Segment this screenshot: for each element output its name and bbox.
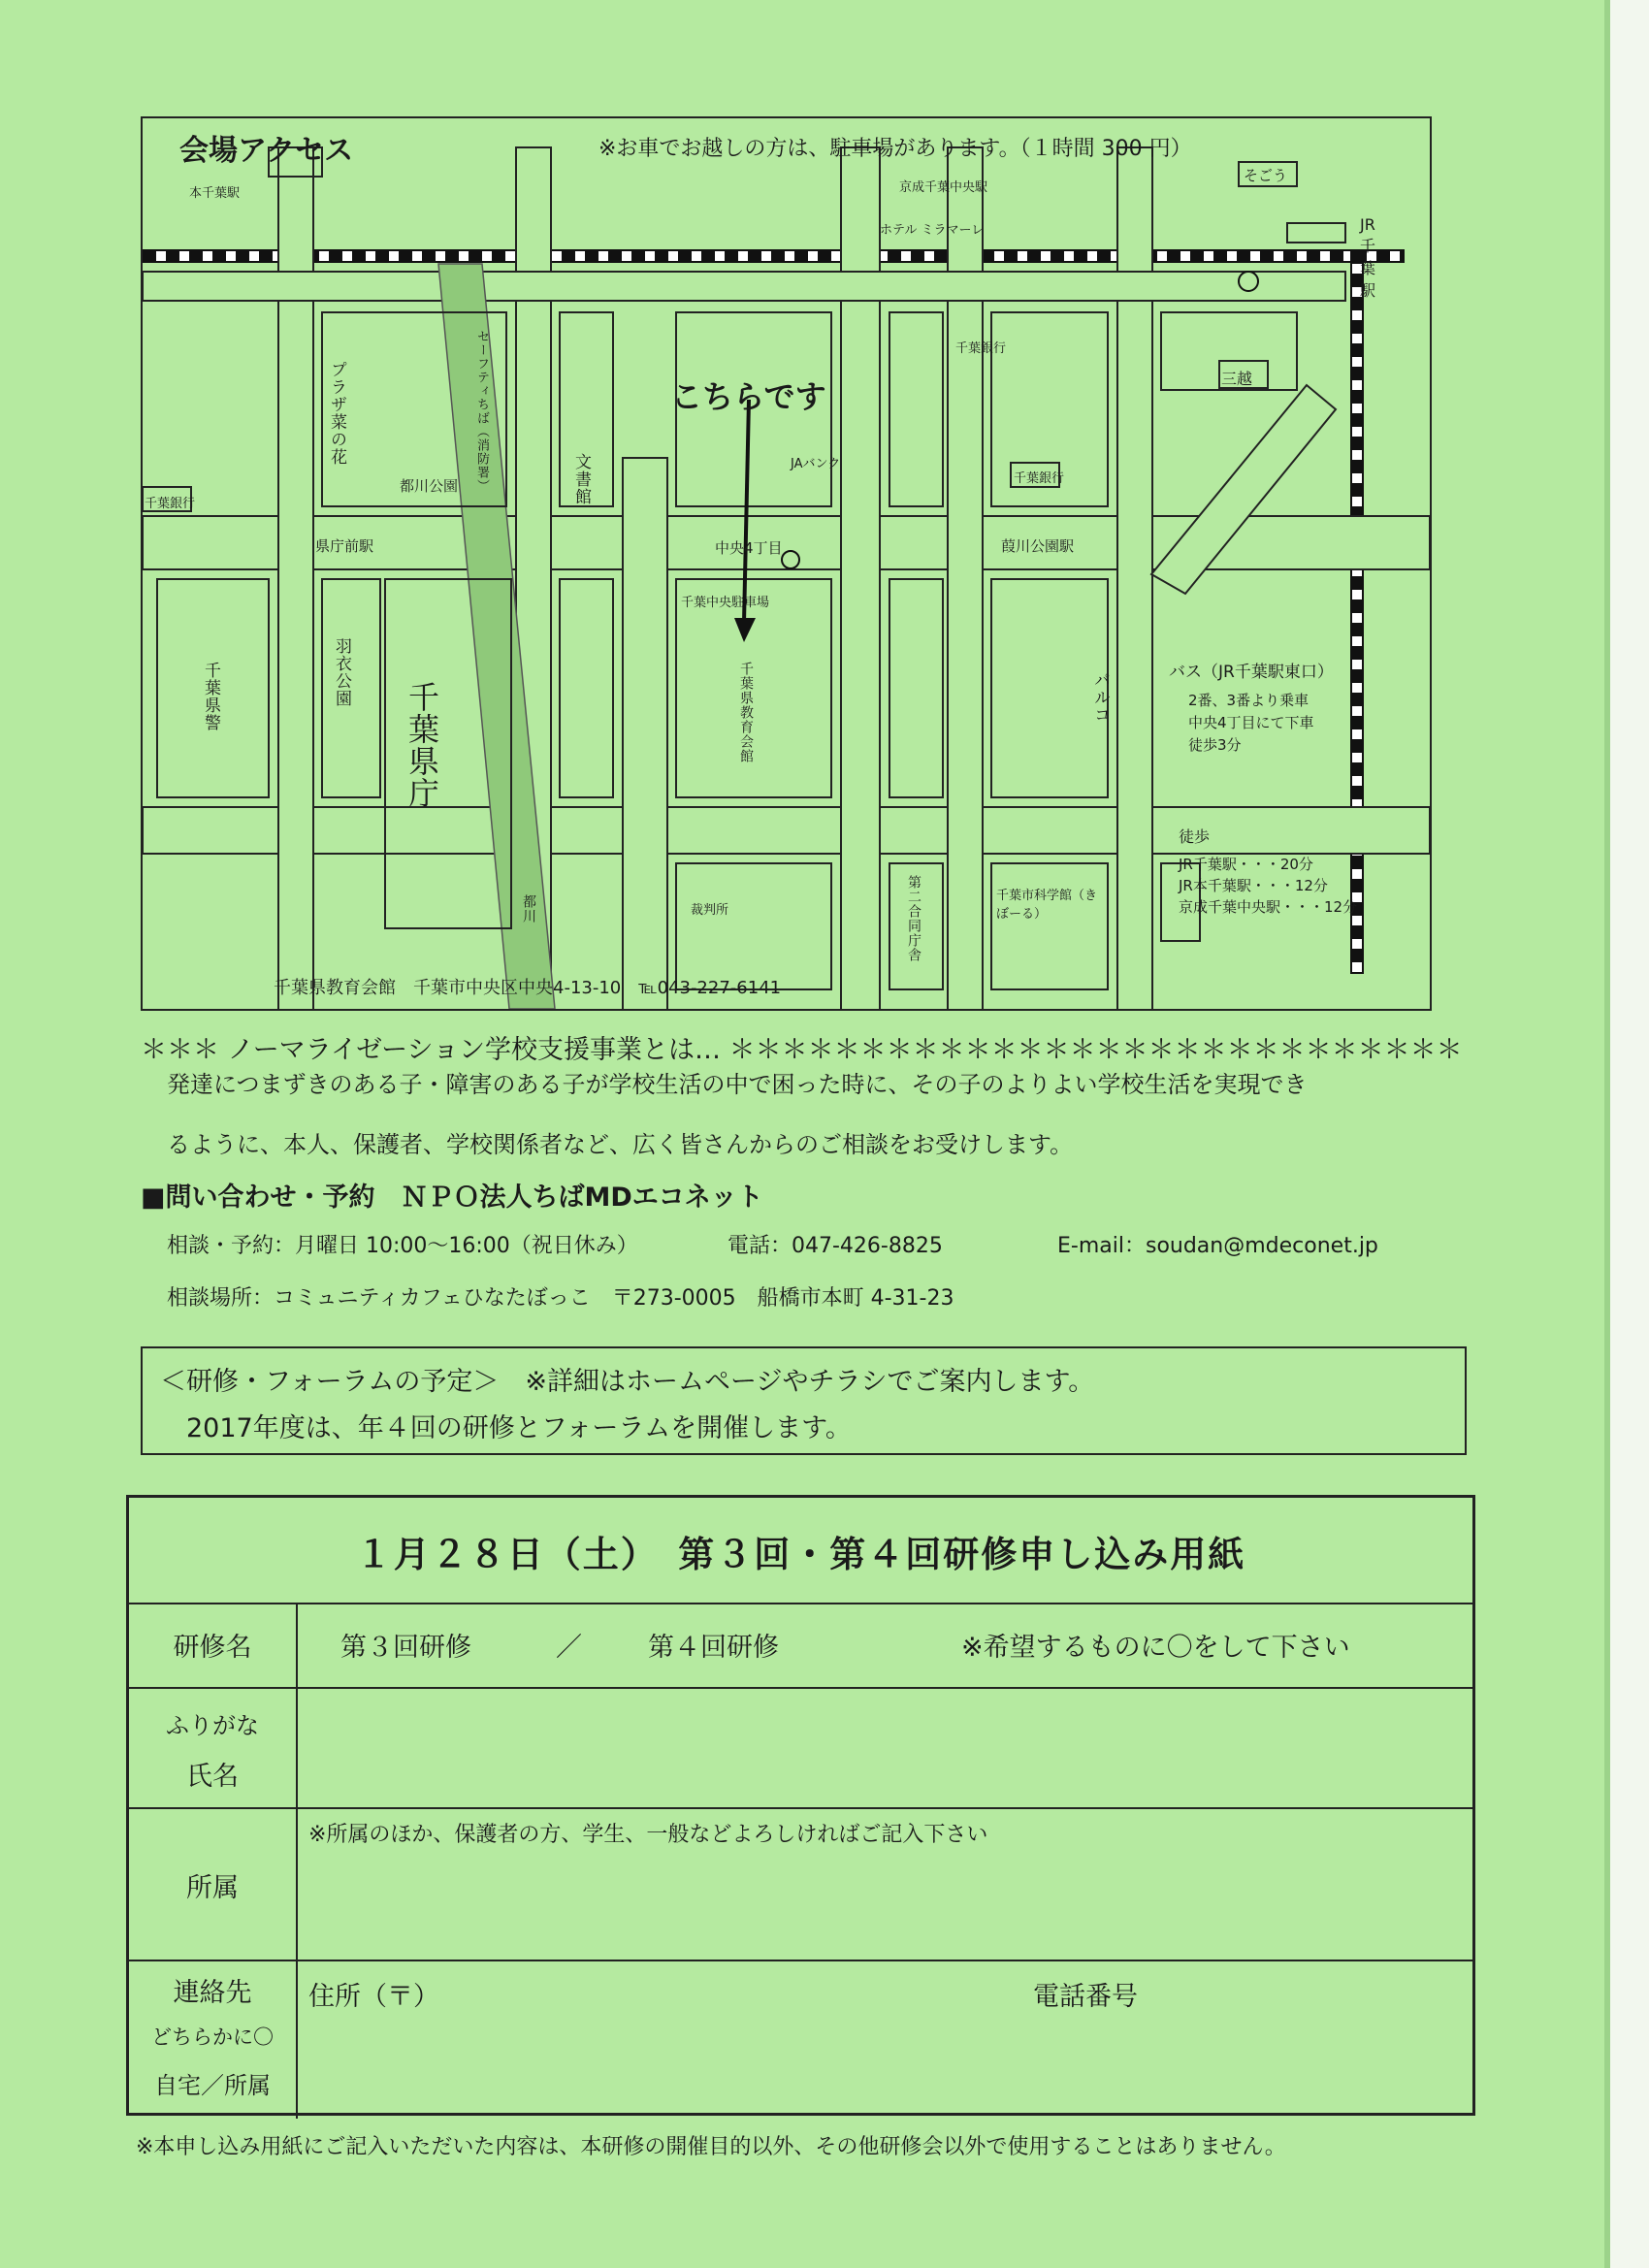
form-divider <box>129 1807 1472 1809</box>
affiliation-field[interactable] <box>300 1852 1471 1957</box>
parking-label: 千葉中央駐車場 <box>681 596 770 610</box>
hotel-label: ホテル ミラマーレ <box>880 223 985 238</box>
about-body-line1: 発達につまずきのある子・障害のある子が学校生活の中で困った時に、その子のよりよい学校生活を実現でき <box>167 1071 1308 1098</box>
bus-info <box>1169 662 1334 757</box>
form-divider <box>129 1687 1472 1689</box>
city-office-label: 第二合同庁舎 <box>906 875 922 962</box>
about-heading: ＊＊＊ ノーマライゼーション学校支援事業とは… ＊＊＊＊＊＊＊＊＊＊＊＊＊＊＊＊＊＊＊＊＊＊＊＊＊＊＊＊ <box>141 1035 1463 1065</box>
science-museum-label: 千葉市科学館（きぼーる） <box>996 889 1098 922</box>
address-field[interactable] <box>300 2012 979 2113</box>
privacy-footnote: ※本申し込み用紙にご記入いただいた内容は、本研修の開催目的以外、その他研修会以外で使用することはありません。 <box>136 2135 1286 2159</box>
map-title: 会場アクセス <box>179 134 354 168</box>
application-form <box>126 1495 1475 2116</box>
name-field[interactable] <box>300 1690 1471 1804</box>
here-label: こちらです <box>671 378 826 415</box>
miyakogawa-park-label: 都川公園 <box>400 477 459 495</box>
affiliation-label: 所属 <box>186 1873 239 1903</box>
bus-line: 2番、3番より乗車 <box>1188 692 1310 709</box>
miyakogawa-park-station-label: 葭川公園駅 <box>1001 537 1075 555</box>
form-column-divider <box>296 1603 298 2119</box>
phone-field[interactable] <box>1031 2012 1468 2113</box>
chiba-prefecture-label: 千葉県庁 <box>404 681 440 809</box>
phone-label: 電話番号 <box>1033 1982 1138 2012</box>
court-label: 裁判所 <box>691 903 729 918</box>
affiliation-note: ※所属のほか、保護者の方、学生、一般などよろしければご記入下さい <box>308 1823 988 1847</box>
course-note: ※希望するものに〇をして下さい <box>961 1633 1350 1663</box>
railway-horizontal <box>143 250 1404 262</box>
jr-chiba-station-label: JR千葉駅 <box>1360 215 1376 300</box>
parco-label: パルコ <box>1090 671 1110 724</box>
contact-choice-label: どちらかに〇 <box>151 2025 274 2049</box>
hagoromo-park-label: 羽衣公園 <box>332 637 351 707</box>
chiba-police-label: 千葉県警 <box>201 662 220 731</box>
schedule-line1: ＜研修・フォーラムの予定＞ ※詳細はホームページやチラシでご案内します。 <box>160 1367 1095 1397</box>
about-body-line2: るように、本人、保護者、学校関係者など、広く皆さんからのご相談をお受けします。 <box>167 1131 1074 1158</box>
education-hall-label: 千葉県教育会館 <box>738 662 754 763</box>
walk-line: JR千葉駅・・・20分 <box>1179 856 1313 873</box>
access-map <box>141 116 1432 1011</box>
walk-line: JR本千葉駅・・・12分 <box>1179 877 1328 894</box>
contact-place: 相談場所：コミュニティカフェひなたぼっこ 〒273-0005 船橋市本町 4-31-23 <box>167 1286 954 1311</box>
contact-label: 連絡先 <box>173 1978 252 2008</box>
chiba-bank-1-label: 千葉銀行 <box>145 497 196 511</box>
course-option-3[interactable]: 第３回研修 <box>340 1633 471 1663</box>
course-separator: ／ <box>556 1633 582 1663</box>
keisei-chiba-chuo-label: 京成千葉中央駅 <box>899 180 988 195</box>
contact-hours: 相談・予約：月曜日 10:00～16:00（祝日休み） <box>167 1234 638 1258</box>
bus-title: バス（JR千葉駅東口） <box>1169 663 1334 682</box>
bunshokan-label: 文書館 <box>571 453 591 505</box>
bus-line: 徒歩3分 <box>1188 736 1242 754</box>
furigana-label: ふりがな <box>166 1712 259 1739</box>
parking-note: ※お車でお越しの方は、駐車場があります。（１時間 300 円） <box>598 137 1192 161</box>
miyakogawa-river-label: 都川 <box>521 894 536 923</box>
contact-heading: ■問い合わせ・予約 ＮＰＯ法人ちばMDエコネット <box>141 1183 763 1213</box>
bus-line: 中央4丁目にて下車 <box>1188 714 1314 731</box>
kenchomae-station-label: 県庁前駅 <box>315 537 374 555</box>
schedule-box <box>141 1346 1467 1455</box>
hon-chiba-station-label: 本千葉駅 <box>189 186 241 201</box>
paper-edge <box>1610 0 1649 2268</box>
safety-label: セーフティちば（消防署） <box>474 330 489 493</box>
address-label: 住所（〒） <box>308 1982 439 2012</box>
contact-type-label: 自宅／所属 <box>154 2072 271 2099</box>
course-option-4[interactable]: 第４回研修 <box>648 1633 779 1663</box>
plaza-label: プラザ菜の花 <box>327 361 346 466</box>
course-label: 研修名 <box>173 1633 252 1663</box>
chiba-bank-2-label: 千葉銀行 <box>955 341 1007 356</box>
chuo-4chome-label: 中央4丁目 <box>715 539 783 557</box>
chiba-bank-3-label: 千葉銀行 <box>1014 471 1065 486</box>
contact-phone: 電話：047-426-8825 <box>728 1234 943 1258</box>
ja-bank-label: JAバンク <box>791 457 841 471</box>
walk-info <box>1179 826 1357 918</box>
mitsukoshi-label: 三越 <box>1221 370 1253 388</box>
name-label: 氏名 <box>186 1762 239 1792</box>
walk-line: 京成千葉中央駅・・・12分 <box>1179 898 1358 916</box>
contact-email[interactable]: E-mail：soudan@mdeconet.jp <box>1057 1234 1378 1258</box>
venue-address: 千葉県教育会館 千葉市中央区中央4-13-10 ℡043-227-6141 <box>274 978 782 998</box>
form-title: １月２８日（土） 第３回・第４回研修申し込み用紙 <box>355 1534 1246 1575</box>
walk-title: 徒歩 <box>1179 827 1211 846</box>
sogo-label: そごう <box>1244 167 1288 184</box>
schedule-line2: 2017年度は、年４回の研修とフォーラムを開催します。 <box>186 1413 852 1443</box>
form-divider <box>129 1960 1472 1961</box>
form-divider <box>129 1603 1472 1604</box>
